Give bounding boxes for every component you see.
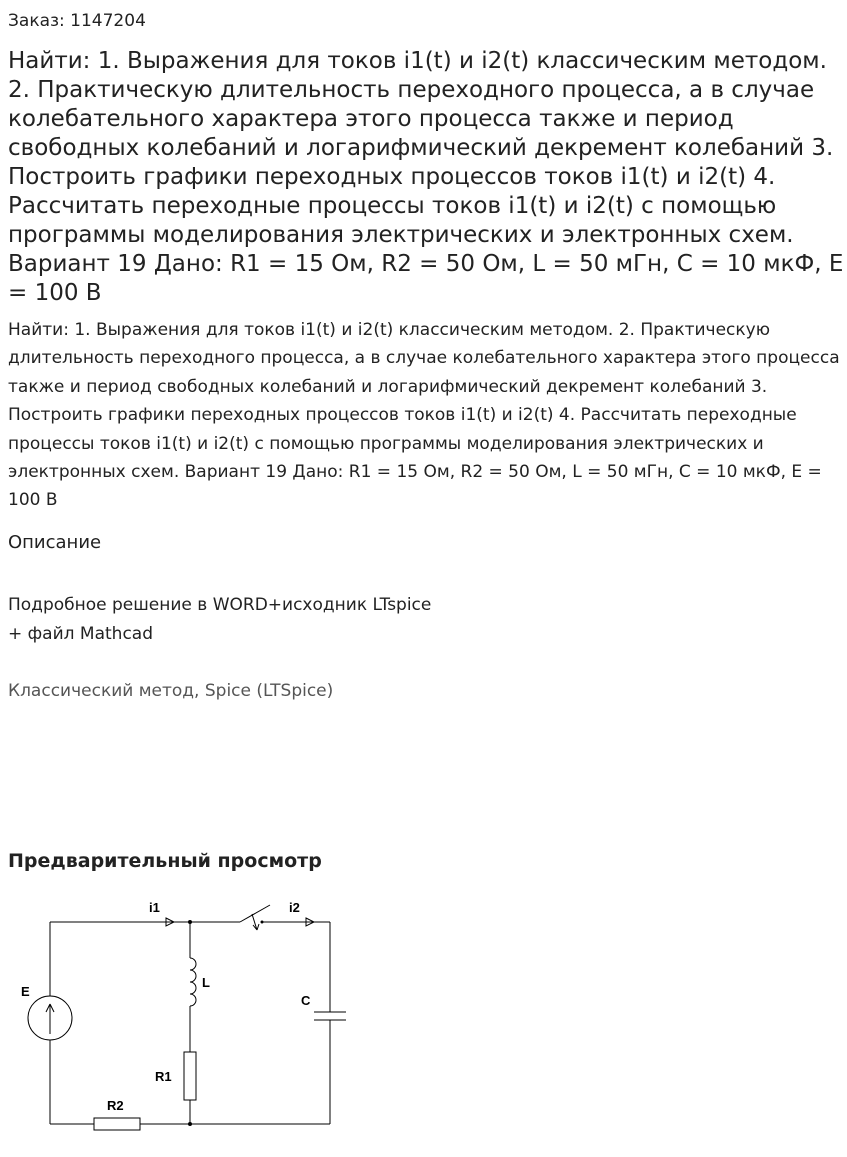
order-number: Заказ: 1147204 — [8, 11, 146, 31]
label-l: L — [202, 975, 210, 990]
label-c: C — [301, 993, 311, 1008]
switch-arrow — [252, 914, 259, 930]
page-title: Найти: 1. Выражения для токов i1(t) и i2(t) классическим методом. 2. Практическую длительность переходного процесса, а в случае колебательного характера этого процесса также и период свободных колебаний и логарифмический декремент колебаний 3. Построить графики переходных процессов токов i1(t) и i2(t) 4. Рассчитать переходные процессы токов i1(t) и i2(t) с помощью программы моделирования электрических и электронных схем. Вариант 19 Дано: R1 = 15 Ом, R2 = 50 Ом, L = 50 мГн, C = 10 мкФ, E = 100 В — [8, 48, 844, 306]
description-line-1: Подробное решение в WORD+исходник LTspice — [8, 595, 432, 615]
switch — [240, 905, 270, 922]
circuit-diagram — [0, 880, 400, 1150]
description-label: Описание — [8, 532, 102, 553]
label-i1: i1 — [149, 900, 160, 915]
label-e: E — [21, 984, 30, 999]
description-line-2: + файл Mathcad — [8, 624, 153, 644]
label-i2: i2 — [289, 900, 300, 915]
label-r2: R2 — [107, 1098, 124, 1113]
resistor-r2 — [94, 1118, 140, 1130]
source-e-arrow — [46, 1004, 54, 1034]
resistor-r1 — [184, 1052, 196, 1100]
tags: Классический метод, Spice (LTSpice) — [8, 681, 334, 701]
node-bottom — [188, 1122, 192, 1126]
label-r1: R1 — [155, 1069, 172, 1084]
node-top — [188, 920, 192, 924]
inductor-l — [190, 958, 196, 1006]
preview-heading: Предварительный просмотр — [8, 850, 322, 872]
task-text: Найти: 1. Выражения для токов i1(t) и i2(t) классическим методом. 2. Практическую длительность переходного процесса, а в случае колебательного характера этого процесса также и период свободных колебаний и логарифмический декремент колебаний 3. Построить графики переходных процессов токов i1(t) и i2(t) 4. Рассчитать переходные процессы токов i1(t) и i2(t) с помощью программы моделирования электрических и электронных схем. Вариант 19 Дано: R1 = 15 Ом, R2 = 50 Ом, L = 50 мГн, C = 10 мкФ, E = 100 В — [8, 320, 840, 511]
switch-contact — [261, 921, 264, 924]
